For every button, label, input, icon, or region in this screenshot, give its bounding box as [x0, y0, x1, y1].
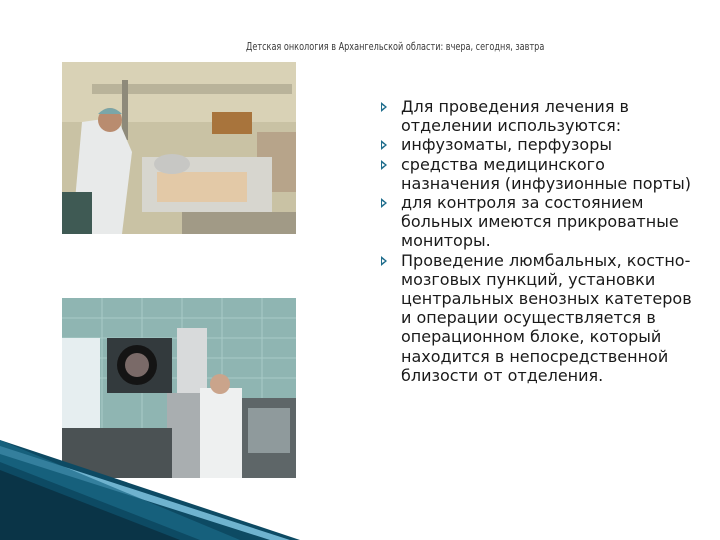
bullet-text: Проведение люмбальных, костно-мозговых пункций, установки центральных венозных катетеров и операции осуществляется в операционном блоке, который находится в непосредственной близости от отделения. — [401, 250, 692, 385]
bullet-text: Для проведения лечения в отделении используются: — [401, 97, 629, 136]
bullet-text: средства медицинского назначения (инфузионные порты) — [401, 154, 691, 193]
slide-title: Детская онкология в Архангельской области: вчера, сегодня, завтра — [246, 41, 545, 53]
triangle-bullet-icon — [381, 160, 387, 170]
triangle-bullet-icon — [381, 102, 387, 112]
hospital-ward-photo — [62, 62, 296, 234]
bullet-list — [377, 97, 697, 385]
triangle-bullet-icon — [381, 140, 387, 150]
bullet-item — [377, 251, 697, 385]
bullet-item — [377, 97, 697, 135]
bullet-item — [377, 135, 697, 154]
decorative-swoosh — [0, 440, 300, 540]
bullet-item — [377, 155, 697, 193]
triangle-bullet-icon — [381, 198, 387, 208]
bullet-item — [377, 193, 697, 251]
bullet-text: для контроля за состоянием больных имеются прикроватные мониторы. — [401, 193, 679, 251]
bullet-text: инфузоматы, перфузоры — [401, 135, 612, 155]
triangle-bullet-icon — [381, 256, 387, 266]
